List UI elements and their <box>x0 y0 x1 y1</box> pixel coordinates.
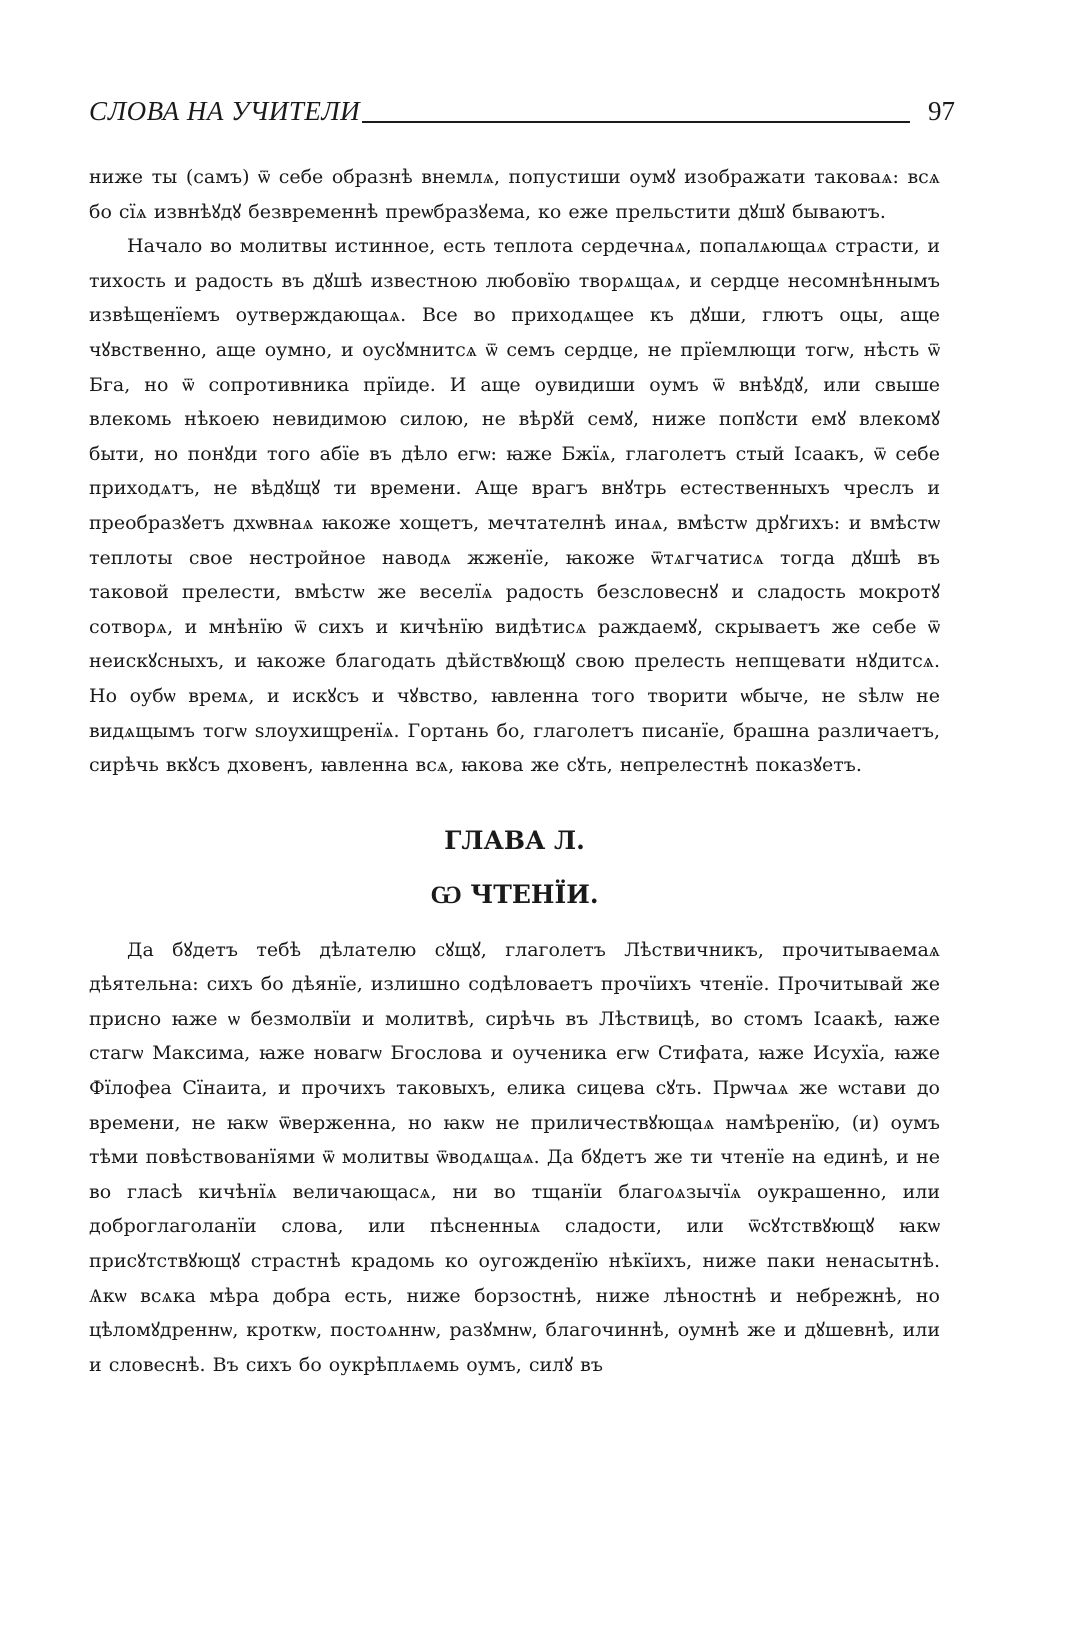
running-header <box>89 98 955 125</box>
running-title: СЛОВА НА УЧИТЕЛИ <box>89 96 361 126</box>
header-rule <box>362 121 910 123</box>
chapter-title: Ѡ ЧТЕНЇИ. <box>430 879 599 909</box>
page-number: 97 <box>928 96 955 126</box>
paragraph: Начало во молитвы истинное, есть теплота сердечнаѧ, попалѧющаѧ страсти, и тихость и радость въ дꙋшѣ известною любовїю творѧщаѧ, и сердце несомнѣннымъ извѣщенїемъ оутверждающаѧ. Все во приходѧщее къ дꙋши, глютъ оцы, аще чꙋвственно, аще оумно, и оусꙋмнитсѧ ѿ семъ сердце, не прїемлющи тогѡ, нѣсть ѿ Бга, но ѿ сопротивника прїиде. И аще оувидиши оумъ ѿ внѣꙋдꙋ, или свыше влекомь нѣкоею невидимою силою, не вѣрꙋй семꙋ, ниже попꙋсти емꙋ влекомꙋ быти, но понꙋди того абїе въ дѣло егѡ: ꙗже Бжїѧ, глаголетъ стый Ісаакъ, ѿ себе приходѧтъ, не вѣдꙋщꙋ ти времени. Аще врагъ внꙋтрь естественныхъ чреслъ и преобразꙋетъ дхѡвнаѧ ꙗкоже хощетъ, мечтателнѣ инаѧ, вмѣстѡ дрꙋгихъ: и вмѣстѡ теплоты свое нестройное наводѧ жженїе, ꙗкоже ѿтѧгчатисѧ тогда дꙋшѣ въ таковой прелести, вмѣстѡ же веселїѧ радость безсловеснꙋ и сладость мокротꙋ сотворѧ, и мнѣнїю ѿ сихъ и кичѣнїю видѣтисѧ раждаемꙋ, скрываетъ же себе ѿ неискꙋсныхъ, и ꙗкоже благодать дѣйствꙋющꙋ свою прелесть непщевати нꙋдитсѧ. Но оубѡ времѧ, и искꙋсъ и чꙋвство, ꙗвленна того творити ѡбыче, не ѕѣлѡ не видѧщымъ тогѡ ѕлоухищренїѧ. Гортань бо, глаголетъ писанїе, брашна различаетъ, сирѣчь вкꙋсъ дховенъ, ꙗвленна всѧ, ꙗкова же сꙋть, непрелестнѣ показꙋетъ. <box>89 235 940 777</box>
text-block <box>89 160 940 1382</box>
chapter-number: ГЛАВА Л. <box>444 825 585 855</box>
chapter-paragraph: Да бꙋдетъ тебѣ дѣлателю сꙋщꙋ, глаголетъ Лѣствичникъ, прочитываемаѧ дѣятельна: сихъ бо дѣянїе, излишно содѣловаетъ прочїихъ чтенїе. Прочитывай же присно ꙗже ѡ безмолвїи и молитвѣ, сирѣчь въ Лѣствицѣ, во стомъ Ісаакѣ, ꙗже стагѡ Максима, ꙗже новагѡ Бгослова и оученика егѡ Стифата, ꙗже Исухїа, ꙗже Фїлофеа Сїнаита, и прочихъ таковыхъ, елика сицева сꙋть. Прѡчаѧ же ѡстави до времени, не ꙗкѡ ѿверженна, но ꙗкѡ не приличествꙋющаѧ намѣренїю, (и) оумъ тѣми повѣствованїями ѿ молитвы ѿводѧщаѧ. Да бꙋдетъ же ти чтенїе на единѣ, и не во гласѣ кичѣнїѧ величающасѧ, ни во тщанїи благоѧзычїѧ оукрашенно, или доброглаголанїи слова, или пѣсненныѧ сладости, или ѿсꙋтствꙋющꙋ ꙗкѡ присꙋтствꙋющꙋ страстнѣ крадомь ко оугожденїю нѣкїихъ, ниже паки ненасытнѣ. Ѧкѡ всѧка мѣра добра есть, ниже борзостнѣ, ниже лѣностнѣ и небрежнѣ, но цѣломꙋдреннѡ, кроткѡ, постоѧннѡ, разꙋмнѡ, благочиннѣ, оумнѣ же и дꙋшевнѣ, или и словеснѣ. Въ сихъ бо оукрѣплѧемь оумъ, силꙋ въ <box>89 938 940 1376</box>
paragraph-continuation: ниже ты (самъ) ѿ себе образнѣ внемлѧ, попустиши оумꙋ изображати таковаѧ: всѧ бо сїѧ извнѣꙋдꙋ безвременнѣ преѡбразꙋема, ко еже прельстити дꙋшꙋ бываютъ. <box>89 166 940 223</box>
